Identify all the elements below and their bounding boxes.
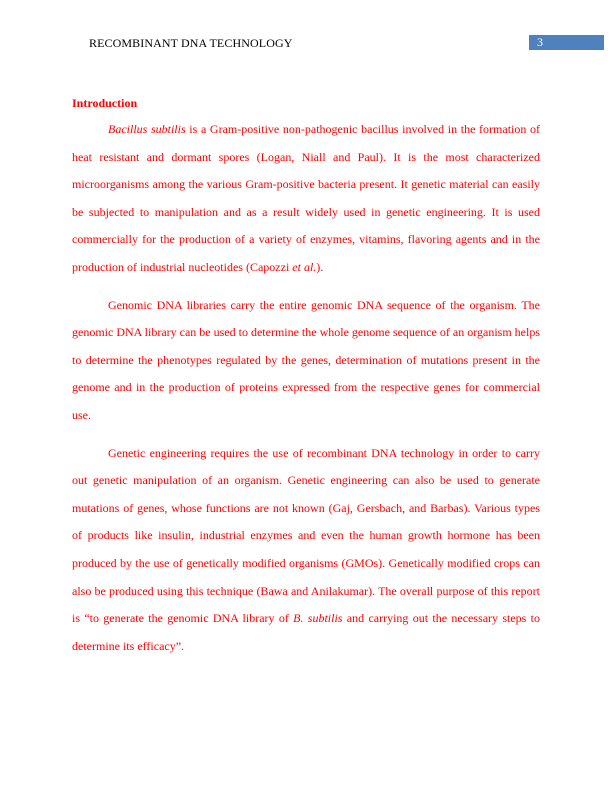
text-segment: Genomic DNA libraries carry the entire genomic DNA sequence of the organism. The genomic DNA library can be used to determine the whole genome sequence of an organism helps to determine the phenotypes regulated by the genes, determination of mutations present in the genome and in the production of proteins expressed from the respective genes for commercial use.	[72, 297, 540, 422]
page-number: 3	[537, 35, 543, 49]
page-number-bar	[529, 35, 604, 50]
text-segment: is a Gram-positive non-pathogenic bacillus involved in the formation of heat resistant and dormant spores (Logan, Niall and Paul). It is the most characterized microorganisms among the various Gram-positive bacteria present. It genetic material can easily be subjected to manipulation and as a result widely used in genetic engineering. It is used commercially for the production of a variety of enzymes, vitamins, flavoring agents and in the production of industrial nucleotides (Capozzi	[72, 122, 540, 274]
paragraph	[72, 116, 540, 282]
text-segment: Genetic engineering requires the use of recombinant DNA technology in order to carry out genetic manipulation of an organism. Genetic engineering can also be used to generate mutations of genes, whose functions are not known (Gaj, Gersbach, and Barbas). Various types of products like insulin, industrial enzymes and even the human growth hormone has been produced by the use of genetically modified organisms (GMOs). Genetically modified crops can also be produced using this technique (Bawa and Anilakumar). The overall purpose of this report is “to generate the genomic DNA library of	[72, 445, 540, 626]
section-heading: Introduction	[72, 96, 138, 110]
text-segment: Bacillus subtilis	[108, 122, 186, 136]
paragraph	[72, 440, 540, 661]
paragraph	[72, 292, 540, 430]
document-body	[72, 96, 540, 660]
running-head-title: RECOMBINANT DNA TECHNOLOGY	[89, 36, 293, 50]
text-segment: ).	[316, 259, 324, 274]
text-segment: et al.	[292, 259, 317, 274]
text-segment: B. subtilis	[293, 611, 343, 626]
text-segment: and carrying out the necessary steps to determine its efficacy”.	[72, 611, 540, 653]
